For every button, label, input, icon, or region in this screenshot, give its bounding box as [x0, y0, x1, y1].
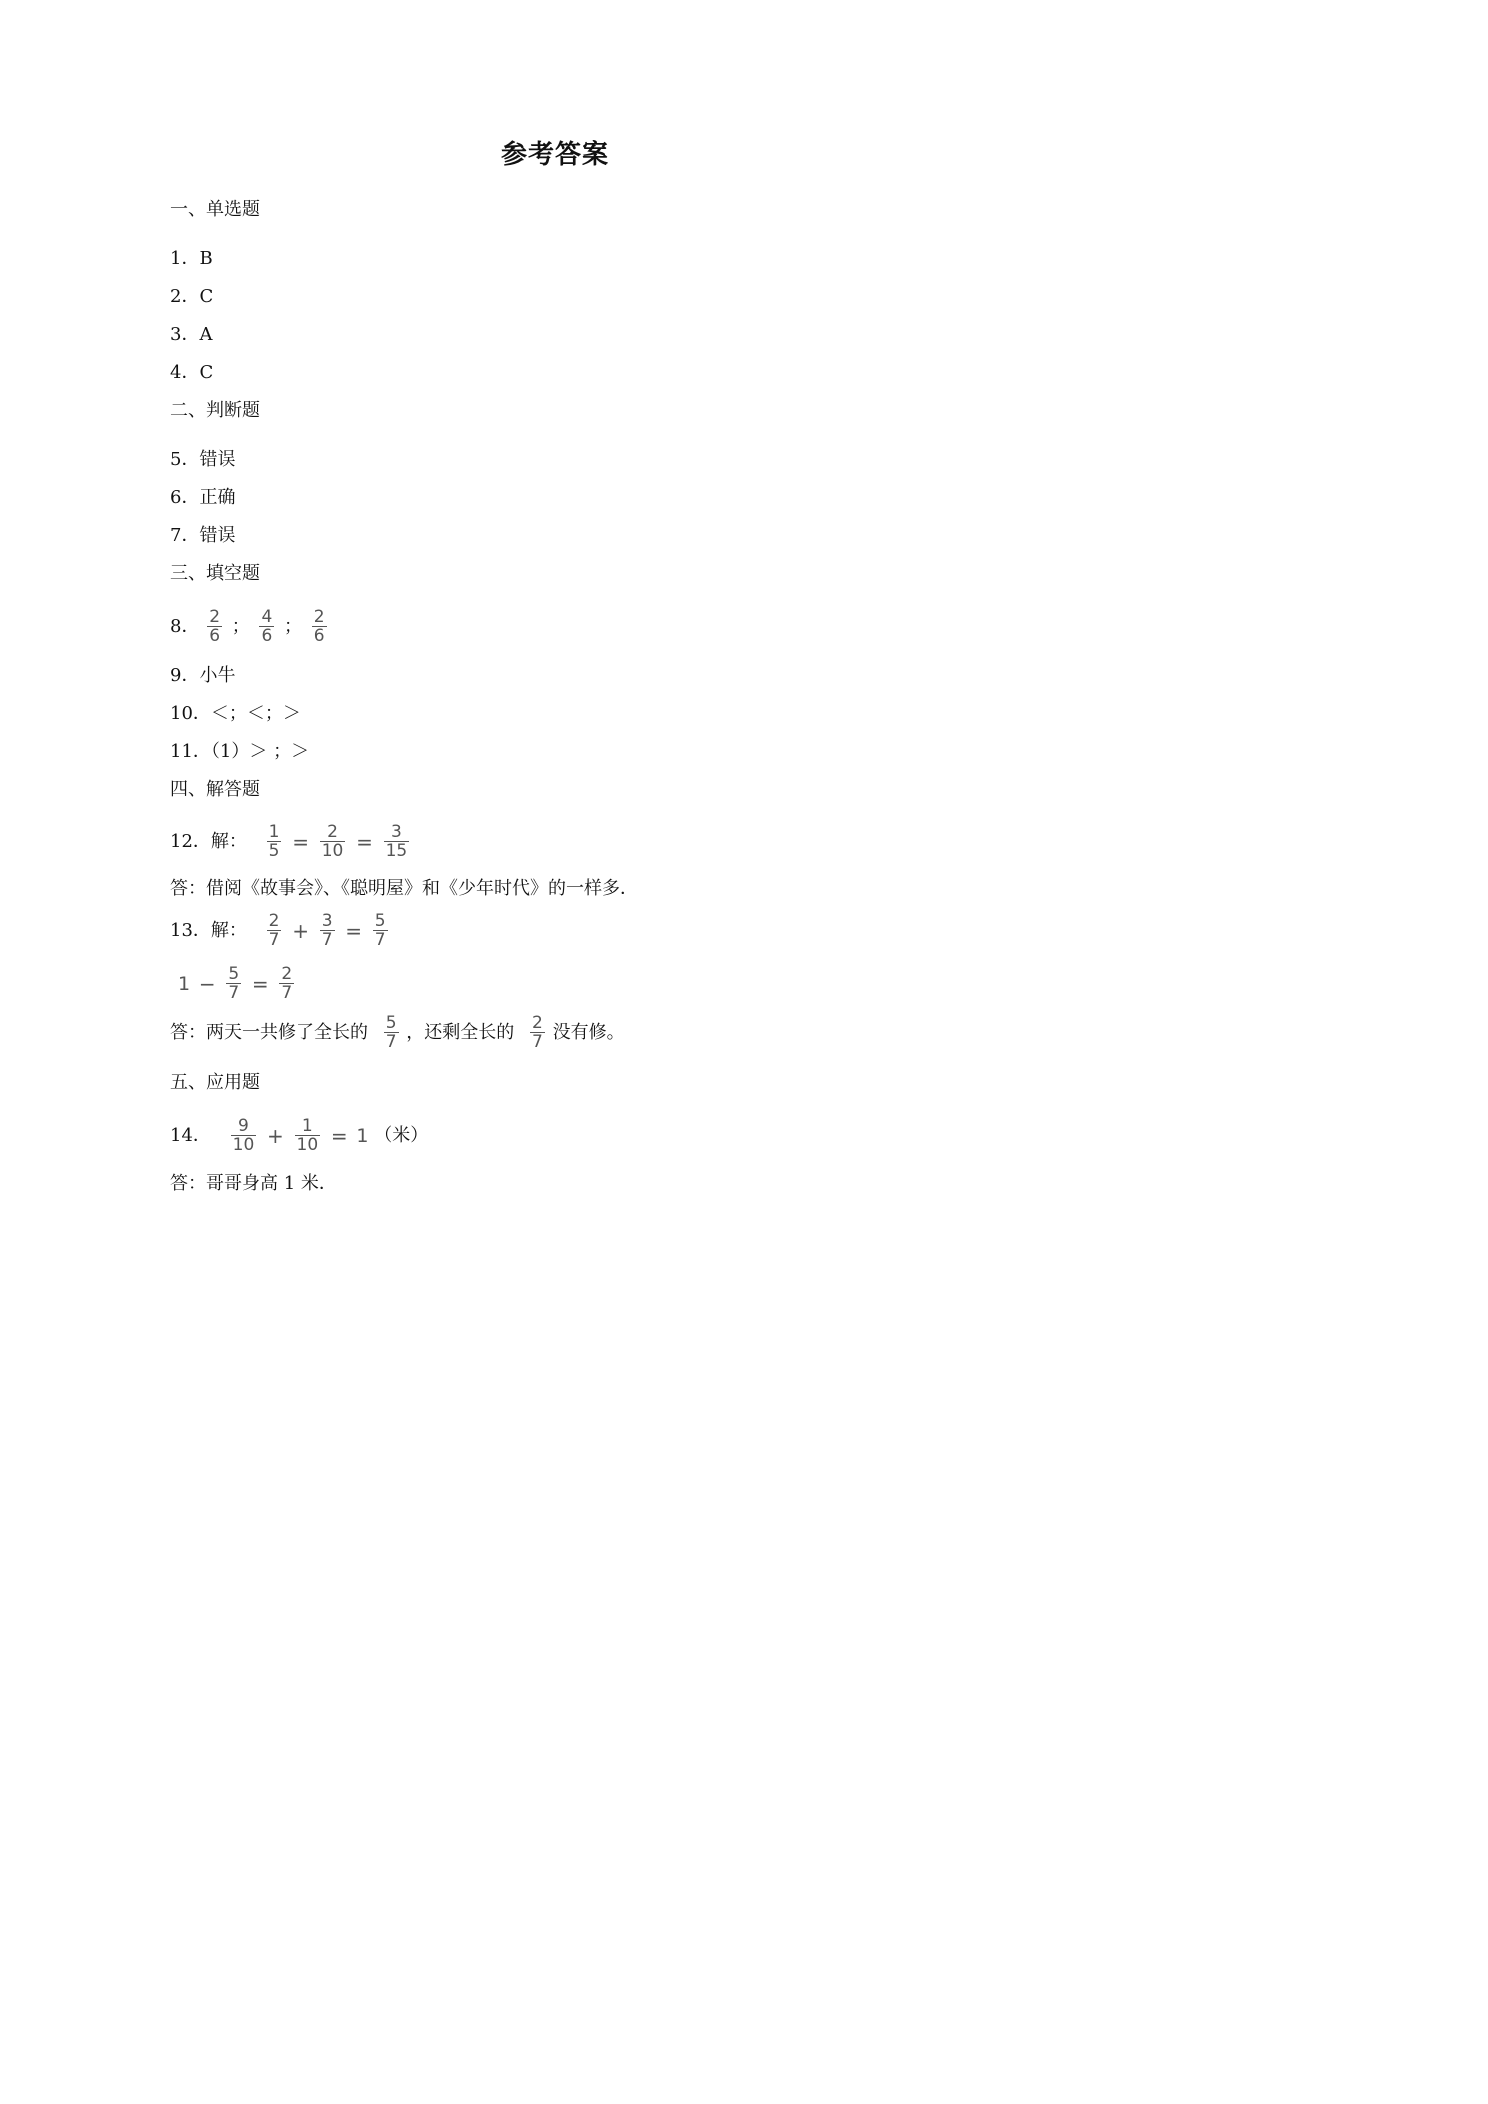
equals-sign: =: [330, 1123, 348, 1148]
section-heading-true-false: 二、判断题: [170, 400, 260, 421]
fraction: $\frac{5}{7}$: [228, 964, 240, 1003]
fraction: $\frac{1}{10}$: [296, 1116, 319, 1155]
answer-14-statement: 答：哥哥身高 1 米．: [170, 1173, 337, 1194]
answer-5: 5．错误: [170, 449, 236, 470]
answer-2: 2．C: [170, 286, 214, 307]
plus-sign: +: [292, 918, 309, 943]
answer-13-label: 13．解：: [170, 919, 247, 941]
fraction: $\frac{2}{7}$: [268, 911, 280, 950]
section-heading-solve: 四、解答题: [170, 779, 260, 800]
answer-1: 1．B: [170, 248, 213, 269]
equals-sign: =: [345, 918, 363, 943]
equals-sign: =: [356, 829, 373, 854]
fraction: $\frac{5}{7}$: [385, 1013, 397, 1052]
fraction: $\frac{2}{10}$: [321, 822, 344, 861]
answer-6: 6．正确: [170, 487, 236, 508]
fraction: $\frac{4}{6}$: [261, 607, 273, 646]
fraction: $\frac{3}{15}$: [385, 822, 408, 861]
answer-13-equation-2: [178, 965, 296, 1002]
result-number: 1: [356, 1124, 369, 1147]
answer-8: [170, 608, 329, 645]
answer-13-statement: [170, 1014, 625, 1051]
section-heading-fill-blank: 三、填空题: [170, 563, 260, 584]
fraction: $\frac{2}{6}$: [209, 607, 221, 646]
answer-10: 10．＜；＜；＞: [170, 703, 301, 724]
minus-sign: −: [198, 971, 216, 996]
answer-14-label: 14．: [170, 1124, 211, 1146]
answer-text: 没有修。: [552, 1021, 625, 1043]
answer-12-statement: 答：借阅《故事会》、《聪明屋》和《少年时代》的一样多．: [170, 878, 638, 899]
whole-number: 1: [178, 972, 191, 995]
fraction: $\frac{5}{7}$: [374, 911, 386, 950]
answer-12-label: 12．解：: [170, 830, 247, 852]
fraction: $\frac{2}{6}$: [313, 607, 325, 646]
answer-12-equation: [170, 823, 411, 860]
fraction: $\frac{1}{5}$: [268, 822, 280, 861]
section-heading-single-choice: 一、单选题: [170, 199, 260, 220]
separator: ；: [231, 615, 250, 637]
plus-sign: +: [267, 1123, 284, 1148]
answer-8-label: 8．: [170, 615, 200, 637]
equals-sign: =: [251, 971, 269, 996]
fraction: $\frac{3}{7}$: [321, 911, 333, 950]
answer-9: 9．小牛: [170, 665, 236, 686]
fraction: $\frac{9}{10}$: [232, 1116, 255, 1155]
section-heading-application: 五、应用题: [170, 1072, 260, 1093]
answer-4: 4．C: [170, 362, 214, 383]
separator: ；: [284, 615, 303, 637]
page-title: 参考答案: [500, 140, 609, 170]
answer-13-equation-1: [170, 912, 390, 949]
answer-14-equation: [170, 1117, 428, 1154]
answer-3: 3．A: [170, 324, 213, 345]
answer-7: 7．错误: [170, 525, 236, 546]
equals-sign: =: [292, 829, 309, 854]
unit-label: （米）: [374, 1124, 429, 1146]
answer-text: ，还剩全长的: [406, 1021, 515, 1043]
answer-text: 答：两天一共修了全长的: [170, 1021, 368, 1043]
fraction: $\frac{2}{7}$: [281, 964, 293, 1003]
fraction: $\frac{2}{7}$: [532, 1013, 543, 1052]
answer-11: 11．（1）＞ ；＞: [170, 741, 310, 762]
